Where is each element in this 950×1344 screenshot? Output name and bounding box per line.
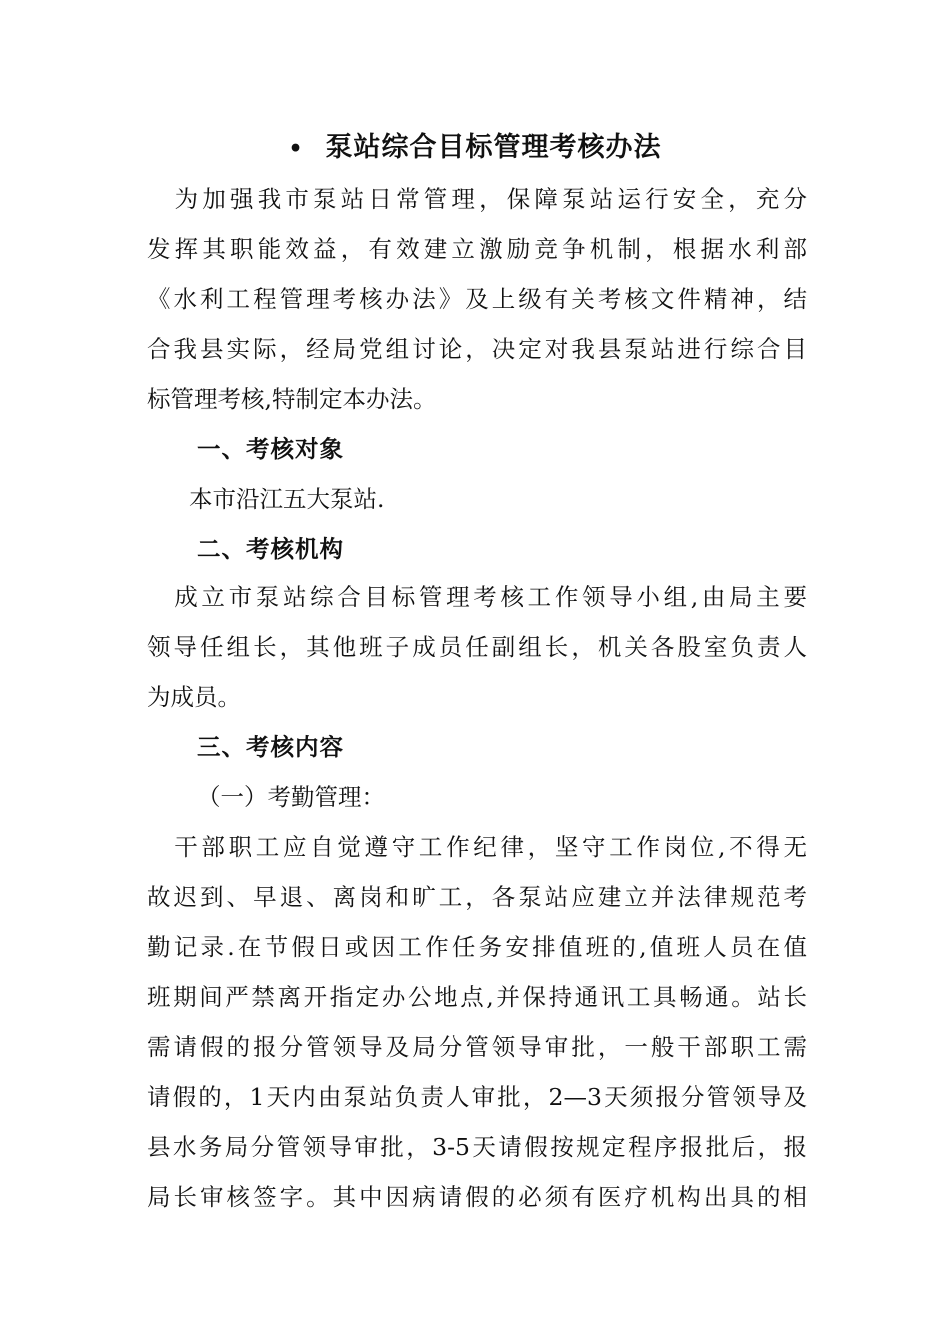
section3-line-7: 县水务局分管领导审批，3-5天请假按规定程序报批后，报	[147, 1133, 807, 1161]
intro-line-3: 《水利工程管理考核办法》及上级有关考核文件精神，结	[147, 285, 807, 313]
section3-heading: 三、考核内容	[197, 733, 344, 761]
document-title-row	[0, 128, 950, 169]
intro-line-1: 为加强我市泵站日常管理，保障泵站运行安全，充分	[147, 185, 807, 213]
section1-heading: 一、考核对象	[197, 435, 344, 463]
section3-subheading: （一）考勤管理：	[197, 783, 385, 811]
section2-line-2: 领导任组长，其他班子成员任副组长，机关各股室负责人	[147, 633, 807, 661]
section3-line-4: 班期间严禁离开指定办公地点,并保持通讯工具畅通。站长	[147, 983, 807, 1011]
section2-heading: 二、考核机构	[197, 535, 344, 563]
section3-line-6: 请假的，1天内由泵站负责人审批，2—3天须报分管领导及	[147, 1083, 807, 1111]
section2-line-3: 为成员。	[147, 683, 241, 711]
section3-line-2: 故迟到、早退、离岗和旷工，各泵站应建立并法律规范考	[147, 883, 807, 911]
section1-text: 本市沿江五大泵站.	[189, 485, 385, 513]
section2-line-1: 成立市泵站综合目标管理考核工作领导小组,由局主要	[147, 583, 807, 611]
intro-line-4: 合我县实际，经局党组讨论，决定对我县泵站进行综合目	[147, 335, 807, 363]
section3-line-8: 局长审核签字。其中因病请假的必须有医疗机构出具的相	[147, 1183, 807, 1211]
intro-line-5: 标管理考核,特制定本办法。	[147, 385, 437, 413]
title-bullet: •	[288, 135, 304, 162]
section3-line-1: 干部职工应自觉遵守工作纪律，坚守工作岗位,不得无	[147, 833, 807, 861]
intro-line-2: 发挥其职能效益，有效建立激励竞争机制，根据水利部	[147, 235, 807, 263]
section3-line-3: 勤记录.在节假日或因工作任务安排值班的,值班人员在值	[147, 933, 807, 961]
section3-line-5: 需请假的报分管领导及局分管领导审批，一般干部职工需	[147, 1033, 807, 1061]
document-title: 泵站综合目标管理考核办法	[325, 132, 662, 163]
